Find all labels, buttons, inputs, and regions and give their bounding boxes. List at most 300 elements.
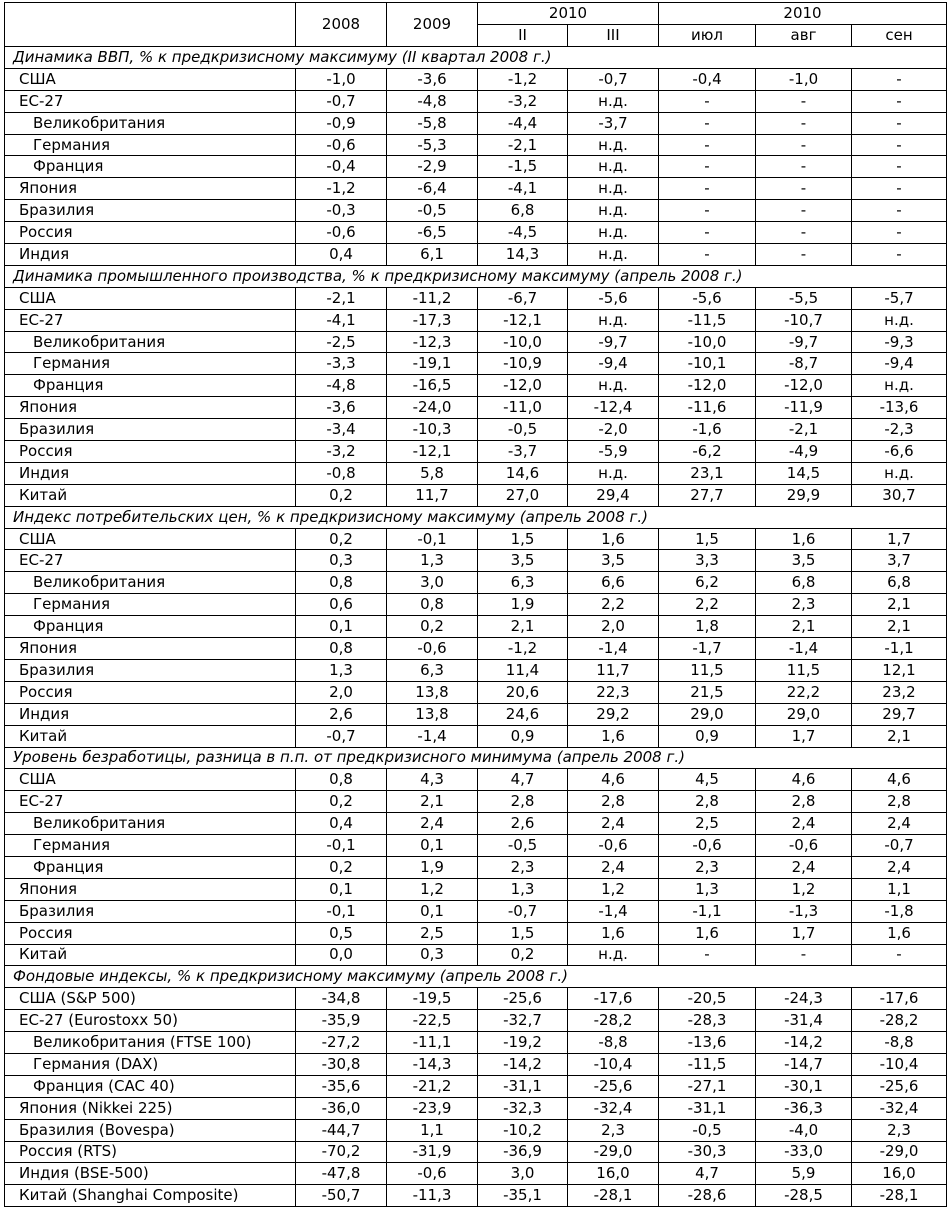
- value-cell: -10,0: [478, 331, 568, 353]
- table-row: [5, 178, 947, 200]
- value-cell: 2,4: [568, 856, 659, 878]
- value-cell: -2,9: [387, 156, 478, 178]
- value-cell: -0,4: [659, 68, 756, 90]
- value-cell: 4,6: [568, 769, 659, 791]
- header-year-2010-months: 2010: [659, 3, 947, 25]
- table-row: [5, 659, 947, 681]
- value-cell: 4,6: [756, 769, 852, 791]
- value-cell: 1,3: [296, 659, 387, 681]
- table-row: [5, 244, 947, 266]
- value-cell: 2,8: [478, 791, 568, 813]
- value-cell: -28,3: [659, 1010, 756, 1032]
- value-cell: 2,4: [852, 813, 947, 835]
- row-label: Китай (Shanghai Composite): [5, 1185, 296, 1207]
- value-cell: -36,0: [296, 1097, 387, 1119]
- value-cell: -0,7: [296, 90, 387, 112]
- value-cell: -: [852, 156, 947, 178]
- value-cell: н.д.: [568, 156, 659, 178]
- value-cell: 1,3: [478, 878, 568, 900]
- value-cell: -28,2: [852, 1010, 947, 1032]
- table-row: [5, 1119, 947, 1141]
- value-cell: 0,1: [296, 616, 387, 638]
- table-row: [5, 375, 947, 397]
- table-row: [5, 725, 947, 747]
- macro-indicators-table: [4, 2, 947, 1207]
- value-cell: 2,0: [568, 616, 659, 638]
- value-cell: -3,7: [568, 112, 659, 134]
- value-cell: -6,4: [387, 178, 478, 200]
- value-cell: -17,3: [387, 309, 478, 331]
- value-cell: -5,8: [387, 112, 478, 134]
- value-cell: 1,2: [387, 878, 478, 900]
- value-cell: -0,5: [478, 835, 568, 857]
- value-cell: -3,7: [478, 441, 568, 463]
- value-cell: -: [659, 222, 756, 244]
- table-row: [5, 441, 947, 463]
- value-cell: -0,5: [659, 1119, 756, 1141]
- value-cell: -1,2: [478, 68, 568, 90]
- row-label: Бразилия: [5, 200, 296, 222]
- value-cell: -0,6: [387, 638, 478, 660]
- value-cell: -0,4: [296, 156, 387, 178]
- row-label: Бразилия: [5, 659, 296, 681]
- value-cell: -4,1: [296, 309, 387, 331]
- value-cell: 0,3: [296, 550, 387, 572]
- header-label-cell: [5, 3, 296, 47]
- table-row: [5, 222, 947, 244]
- row-label: США: [5, 528, 296, 550]
- value-cell: -4,5: [478, 222, 568, 244]
- value-cell: 2,5: [387, 922, 478, 944]
- value-cell: 1,3: [387, 550, 478, 572]
- value-cell: -0,9: [296, 112, 387, 134]
- value-cell: -9,7: [756, 331, 852, 353]
- row-label: США: [5, 287, 296, 309]
- value-cell: -32,3: [478, 1097, 568, 1119]
- value-cell: -4,4: [478, 112, 568, 134]
- value-cell: 2,1: [852, 616, 947, 638]
- value-cell: -25,6: [852, 1075, 947, 1097]
- value-cell: 2,8: [756, 791, 852, 813]
- value-cell: 0,2: [296, 484, 387, 506]
- table-row: [5, 1141, 947, 1163]
- value-cell: -2,1: [296, 287, 387, 309]
- row-label: Россия: [5, 681, 296, 703]
- value-cell: 12,1: [852, 659, 947, 681]
- value-cell: -10,2: [478, 1119, 568, 1141]
- value-cell: 11,4: [478, 659, 568, 681]
- value-cell: -0,6: [296, 134, 387, 156]
- value-cell: -8,7: [756, 353, 852, 375]
- value-cell: 0,8: [296, 769, 387, 791]
- value-cell: 1,3: [659, 878, 756, 900]
- value-cell: -0,5: [478, 419, 568, 441]
- value-cell: -2,5: [296, 331, 387, 353]
- value-cell: 1,7: [756, 922, 852, 944]
- table-row: [5, 1010, 947, 1032]
- table-row: [5, 484, 947, 506]
- value-cell: -: [852, 68, 947, 90]
- value-cell: -0,6: [568, 835, 659, 857]
- value-cell: 1,6: [568, 922, 659, 944]
- value-cell: 22,3: [568, 681, 659, 703]
- value-cell: 6,8: [756, 572, 852, 594]
- value-cell: 29,0: [756, 703, 852, 725]
- value-cell: 16,0: [568, 1163, 659, 1185]
- value-cell: 0,8: [387, 594, 478, 616]
- value-cell: -30,1: [756, 1075, 852, 1097]
- value-cell: -31,1: [478, 1075, 568, 1097]
- header-year-2008: 2008: [296, 3, 387, 47]
- row-label: Япония: [5, 397, 296, 419]
- row-label: Германия: [5, 134, 296, 156]
- value-cell: -: [852, 944, 947, 966]
- value-cell: -: [659, 156, 756, 178]
- value-cell: -0,1: [296, 900, 387, 922]
- value-cell: -: [756, 112, 852, 134]
- table-row: [5, 419, 947, 441]
- value-cell: -34,8: [296, 988, 387, 1010]
- value-cell: 22,2: [756, 681, 852, 703]
- value-cell: -1,7: [659, 638, 756, 660]
- value-cell: -3,6: [387, 68, 478, 90]
- value-cell: 4,6: [852, 769, 947, 791]
- table-row: [5, 309, 947, 331]
- value-cell: -35,6: [296, 1075, 387, 1097]
- table-row: [5, 900, 947, 922]
- value-cell: -12,0: [756, 375, 852, 397]
- value-cell: -1,5: [478, 156, 568, 178]
- value-cell: -: [756, 244, 852, 266]
- value-cell: 0,2: [478, 944, 568, 966]
- value-cell: -4,0: [756, 1119, 852, 1141]
- table-row: [5, 528, 947, 550]
- value-cell: -17,6: [852, 988, 947, 1010]
- value-cell: -6,2: [659, 441, 756, 463]
- value-cell: -12,4: [568, 397, 659, 419]
- value-cell: -: [659, 200, 756, 222]
- value-cell: -35,1: [478, 1185, 568, 1207]
- value-cell: 1,9: [478, 594, 568, 616]
- value-cell: -0,5: [387, 200, 478, 222]
- value-cell: -10,9: [478, 353, 568, 375]
- table-row: [5, 616, 947, 638]
- value-cell: 2,0: [296, 681, 387, 703]
- row-label: Франция: [5, 156, 296, 178]
- value-cell: 0,9: [659, 725, 756, 747]
- value-cell: -23,9: [387, 1097, 478, 1119]
- value-cell: -1,4: [568, 900, 659, 922]
- value-cell: -24,3: [756, 988, 852, 1010]
- value-cell: 5,8: [387, 462, 478, 484]
- value-cell: 5,9: [756, 1163, 852, 1185]
- value-cell: 3,5: [478, 550, 568, 572]
- value-cell: -: [852, 112, 947, 134]
- value-cell: -1,4: [568, 638, 659, 660]
- value-cell: -8,8: [852, 1032, 947, 1054]
- row-label: ЕС-27: [5, 550, 296, 572]
- table-row: [5, 703, 947, 725]
- value-cell: 1,6: [659, 922, 756, 944]
- row-label: США (S&P 500): [5, 988, 296, 1010]
- value-cell: -27,1: [659, 1075, 756, 1097]
- row-label: Франция: [5, 856, 296, 878]
- value-cell: -28,6: [659, 1185, 756, 1207]
- value-cell: 0,1: [296, 878, 387, 900]
- value-cell: -: [852, 222, 947, 244]
- value-cell: -70,2: [296, 1141, 387, 1163]
- value-cell: н.д.: [852, 309, 947, 331]
- section-title: Уровень безработицы, разница в п.п. от предкризисного минимума (апрель 2008 г.): [5, 747, 947, 769]
- header-quarter-3: III: [568, 25, 659, 47]
- value-cell: 4,7: [478, 769, 568, 791]
- table-row: [5, 1053, 947, 1075]
- row-label: Великобритания: [5, 813, 296, 835]
- value-cell: -1,1: [852, 638, 947, 660]
- value-cell: 2,6: [296, 703, 387, 725]
- value-cell: 1,6: [756, 528, 852, 550]
- value-cell: -47,8: [296, 1163, 387, 1185]
- value-cell: -14,2: [756, 1032, 852, 1054]
- value-cell: 3,5: [568, 550, 659, 572]
- value-cell: -21,2: [387, 1075, 478, 1097]
- table-body: [5, 47, 947, 1207]
- row-label: Франция (CAC 40): [5, 1075, 296, 1097]
- row-label: Индия (BSE-500): [5, 1163, 296, 1185]
- value-cell: -11,5: [659, 309, 756, 331]
- value-cell: -5,5: [756, 287, 852, 309]
- value-cell: 0,1: [387, 900, 478, 922]
- value-cell: -9,7: [568, 331, 659, 353]
- section-title: Динамика промышленного производства, % к предкризисному максимуму (апрель 2008 г.): [5, 265, 947, 287]
- value-cell: 2,3: [568, 1119, 659, 1141]
- value-cell: -6,7: [478, 287, 568, 309]
- table-row: [5, 681, 947, 703]
- value-cell: -1,0: [296, 68, 387, 90]
- value-cell: -6,5: [387, 222, 478, 244]
- value-cell: 1,1: [387, 1119, 478, 1141]
- value-cell: 23,1: [659, 462, 756, 484]
- value-cell: -1,2: [478, 638, 568, 660]
- value-cell: 0,9: [478, 725, 568, 747]
- value-cell: 2,1: [387, 791, 478, 813]
- value-cell: 11,7: [568, 659, 659, 681]
- value-cell: 2,2: [568, 594, 659, 616]
- value-cell: 2,5: [659, 813, 756, 835]
- table-row: [5, 922, 947, 944]
- value-cell: 24,6: [478, 703, 568, 725]
- value-cell: 1,2: [568, 878, 659, 900]
- value-cell: 0,2: [296, 856, 387, 878]
- value-cell: -30,8: [296, 1053, 387, 1075]
- row-label: Германия (DAX): [5, 1053, 296, 1075]
- row-label: Япония: [5, 178, 296, 200]
- value-cell: 2,1: [756, 616, 852, 638]
- value-cell: -6,6: [852, 441, 947, 463]
- row-label: Индия: [5, 703, 296, 725]
- table-row: [5, 200, 947, 222]
- value-cell: -0,6: [756, 835, 852, 857]
- value-cell: -1,3: [756, 900, 852, 922]
- value-cell: -0,7: [568, 68, 659, 90]
- value-cell: -9,4: [852, 353, 947, 375]
- value-cell: -11,3: [387, 1185, 478, 1207]
- value-cell: -8,8: [568, 1032, 659, 1054]
- value-cell: 6,3: [478, 572, 568, 594]
- value-cell: 0,2: [296, 791, 387, 813]
- row-label: Бразилия: [5, 900, 296, 922]
- value-cell: 29,2: [568, 703, 659, 725]
- value-cell: -1,4: [387, 725, 478, 747]
- value-cell: 1,5: [478, 922, 568, 944]
- value-cell: 4,7: [659, 1163, 756, 1185]
- value-cell: -27,2: [296, 1032, 387, 1054]
- row-label: Россия: [5, 441, 296, 463]
- value-cell: -16,5: [387, 375, 478, 397]
- row-label: Франция: [5, 375, 296, 397]
- value-cell: -11,1: [387, 1032, 478, 1054]
- row-label: Россия (RTS): [5, 1141, 296, 1163]
- value-cell: -9,4: [568, 353, 659, 375]
- table-row: [5, 462, 947, 484]
- value-cell: н.д.: [568, 222, 659, 244]
- value-cell: -: [659, 244, 756, 266]
- value-cell: -10,0: [659, 331, 756, 353]
- value-cell: -: [659, 90, 756, 112]
- section-header-row: [5, 265, 947, 287]
- value-cell: -: [756, 156, 852, 178]
- table-row: [5, 550, 947, 572]
- value-cell: -: [852, 178, 947, 200]
- value-cell: -31,1: [659, 1097, 756, 1119]
- row-label: Китай: [5, 725, 296, 747]
- section-title: Фондовые индексы, % к предкризисному максимуму (апрель 2008 г.): [5, 966, 947, 988]
- value-cell: -: [756, 178, 852, 200]
- value-cell: 6,8: [852, 572, 947, 594]
- value-cell: -28,1: [568, 1185, 659, 1207]
- value-cell: 4,5: [659, 769, 756, 791]
- value-cell: 2,4: [387, 813, 478, 835]
- value-cell: -11,2: [387, 287, 478, 309]
- value-cell: -: [659, 944, 756, 966]
- table-row: [5, 878, 947, 900]
- value-cell: 1,7: [852, 528, 947, 550]
- value-cell: -19,2: [478, 1032, 568, 1054]
- value-cell: -5,3: [387, 134, 478, 156]
- value-cell: -14,7: [756, 1053, 852, 1075]
- value-cell: -10,4: [568, 1053, 659, 1075]
- row-label: Великобритания (FTSE 100): [5, 1032, 296, 1054]
- value-cell: -1,8: [852, 900, 947, 922]
- value-cell: 0,2: [387, 616, 478, 638]
- value-cell: 11,5: [659, 659, 756, 681]
- row-label: Китай: [5, 944, 296, 966]
- value-cell: 29,9: [756, 484, 852, 506]
- value-cell: н.д.: [852, 462, 947, 484]
- value-cell: -2,3: [852, 419, 947, 441]
- row-label: Бразилия (Bovespa): [5, 1119, 296, 1141]
- table-row: [5, 1097, 947, 1119]
- value-cell: -5,6: [659, 287, 756, 309]
- header-row-years: [5, 3, 947, 25]
- row-label: ЕС-27: [5, 309, 296, 331]
- value-cell: н.д.: [568, 309, 659, 331]
- value-cell: -3,3: [296, 353, 387, 375]
- value-cell: 1,8: [659, 616, 756, 638]
- row-label: Франция: [5, 616, 296, 638]
- row-label: Бразилия: [5, 419, 296, 441]
- value-cell: -12,1: [387, 441, 478, 463]
- value-cell: -19,5: [387, 988, 478, 1010]
- value-cell: 23,2: [852, 681, 947, 703]
- table-row: [5, 813, 947, 835]
- value-cell: -5,6: [568, 287, 659, 309]
- value-cell: 2,4: [756, 856, 852, 878]
- value-cell: 1,6: [568, 528, 659, 550]
- value-cell: -19,1: [387, 353, 478, 375]
- value-cell: -1,1: [659, 900, 756, 922]
- value-cell: 2,3: [478, 856, 568, 878]
- value-cell: -32,4: [568, 1097, 659, 1119]
- value-cell: 2,4: [852, 856, 947, 878]
- header-month-sep: сен: [852, 25, 947, 47]
- value-cell: 1,6: [568, 725, 659, 747]
- value-cell: 1,1: [852, 878, 947, 900]
- header-quarter-2: II: [478, 25, 568, 47]
- row-label: Япония: [5, 638, 296, 660]
- value-cell: 3,3: [659, 550, 756, 572]
- value-cell: -: [852, 90, 947, 112]
- value-cell: -0,8: [296, 462, 387, 484]
- value-cell: 3,0: [478, 1163, 568, 1185]
- value-cell: 13,8: [387, 703, 478, 725]
- table-row: [5, 988, 947, 1010]
- value-cell: 20,6: [478, 681, 568, 703]
- row-label: Германия: [5, 353, 296, 375]
- value-cell: 0,4: [296, 813, 387, 835]
- value-cell: -11,9: [756, 397, 852, 419]
- value-cell: -12,0: [478, 375, 568, 397]
- value-cell: -31,9: [387, 1141, 478, 1163]
- value-cell: -12,1: [478, 309, 568, 331]
- value-cell: -36,9: [478, 1141, 568, 1163]
- value-cell: н.д.: [568, 178, 659, 200]
- section-header-row: [5, 747, 947, 769]
- value-cell: 0,5: [296, 922, 387, 944]
- value-cell: -14,3: [387, 1053, 478, 1075]
- section-header-row: [5, 506, 947, 528]
- row-label: Россия: [5, 922, 296, 944]
- row-label: Китай: [5, 484, 296, 506]
- value-cell: -: [659, 134, 756, 156]
- value-cell: -24,0: [387, 397, 478, 419]
- value-cell: -12,3: [387, 331, 478, 353]
- value-cell: -36,3: [756, 1097, 852, 1119]
- value-cell: 2,3: [756, 594, 852, 616]
- value-cell: 14,3: [478, 244, 568, 266]
- value-cell: -44,7: [296, 1119, 387, 1141]
- table-row: [5, 835, 947, 857]
- table-row: [5, 791, 947, 813]
- value-cell: 29,0: [659, 703, 756, 725]
- value-cell: 2,4: [568, 813, 659, 835]
- header-month-jul: июл: [659, 25, 756, 47]
- value-cell: -10,7: [756, 309, 852, 331]
- row-label: Индия: [5, 244, 296, 266]
- row-label: Япония: [5, 878, 296, 900]
- value-cell: 3,5: [756, 550, 852, 572]
- value-cell: 14,5: [756, 462, 852, 484]
